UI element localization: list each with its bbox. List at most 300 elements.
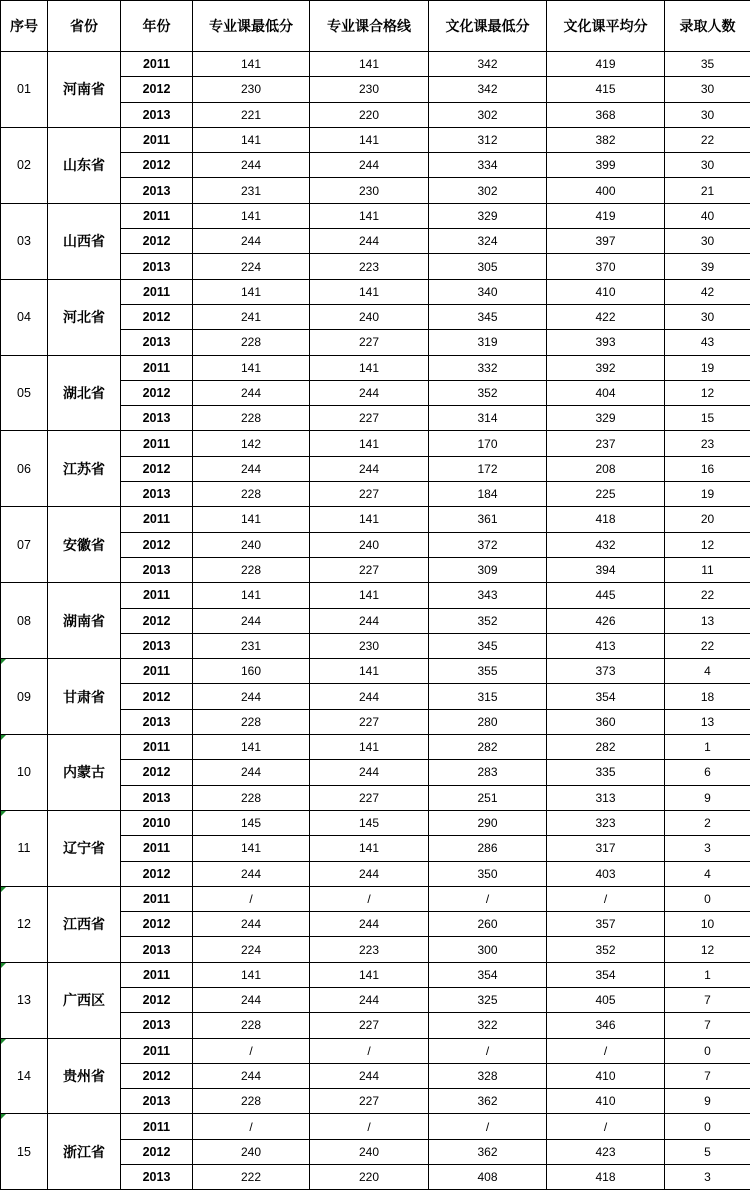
- cell-index: [1, 659, 48, 735]
- cell-year: 2012: [121, 912, 193, 937]
- cell-culture-min-score: 300: [429, 937, 547, 962]
- cell-major-min-score: 231: [193, 633, 310, 658]
- cell-major-min-score: 160: [193, 659, 310, 684]
- cell-culture-min-score: 260: [429, 912, 547, 937]
- cell-year: 2013: [121, 102, 193, 127]
- cell-year: 2012: [121, 153, 193, 178]
- cell-index: [1, 1038, 48, 1114]
- cell-major-pass-line: /: [310, 1114, 429, 1139]
- cell-admitted-count: 10: [665, 912, 750, 937]
- cell-culture-min-score: 314: [429, 406, 547, 431]
- cell-culture-min-score: 322: [429, 1013, 547, 1038]
- table-row: [1, 1114, 750, 1139]
- cell-major-min-score: 244: [193, 684, 310, 709]
- cell-culture-avg-score: 208: [547, 456, 665, 481]
- cell-admitted-count: 20: [665, 507, 750, 532]
- cell-culture-min-score: 324: [429, 229, 547, 254]
- cell-year: 2011: [121, 735, 193, 760]
- cell-year: 2011: [121, 203, 193, 228]
- table-row: [1, 659, 750, 684]
- cell-major-pass-line: 141: [310, 583, 429, 608]
- index-label: 08: [17, 613, 31, 628]
- cell-major-pass-line: 227: [310, 709, 429, 734]
- cell-culture-min-score: 325: [429, 987, 547, 1012]
- cell-year: 2013: [121, 254, 193, 279]
- cell-culture-avg-score: 418: [547, 1165, 665, 1190]
- cell-major-pass-line: 141: [310, 431, 429, 456]
- cell-admitted-count: 30: [665, 102, 750, 127]
- cell-admitted-count: 0: [665, 1114, 750, 1139]
- cell-year: 2013: [121, 1165, 193, 1190]
- cell-year: 2012: [121, 229, 193, 254]
- cell-major-min-score: 244: [193, 987, 310, 1012]
- header-province: 省份: [48, 1, 121, 52]
- cell-major-min-score: 141: [193, 52, 310, 77]
- table-body: [1, 52, 750, 1190]
- cell-major-min-score: 240: [193, 532, 310, 557]
- cell-year: 2011: [121, 279, 193, 304]
- index-label: 06: [17, 461, 31, 476]
- cell-year: 2012: [121, 304, 193, 329]
- cell-major-min-score: 141: [193, 836, 310, 861]
- cell-admitted-count: 2: [665, 810, 750, 835]
- index-label: 07: [17, 537, 31, 552]
- cell-culture-avg-score: 403: [547, 861, 665, 886]
- cell-admitted-count: 4: [665, 659, 750, 684]
- cell-province: 安徽省: [48, 507, 121, 583]
- cell-major-pass-line: 227: [310, 1013, 429, 1038]
- cell-major-pass-line: 141: [310, 355, 429, 380]
- cell-province: 山西省: [48, 203, 121, 279]
- cell-year: 2011: [121, 127, 193, 152]
- cell-major-pass-line: 227: [310, 785, 429, 810]
- cell-culture-min-score: /: [429, 886, 547, 911]
- cell-year: 2011: [121, 886, 193, 911]
- cell-province: 河北省: [48, 279, 121, 355]
- cell-culture-min-score: 309: [429, 557, 547, 582]
- cell-admitted-count: 22: [665, 127, 750, 152]
- cell-major-pass-line: 141: [310, 962, 429, 987]
- cell-admitted-count: 42: [665, 279, 750, 304]
- cell-admitted-count: 40: [665, 203, 750, 228]
- cell-culture-min-score: 334: [429, 153, 547, 178]
- cell-admitted-count: 12: [665, 380, 750, 405]
- cell-culture-min-score: 342: [429, 77, 547, 102]
- cell-admitted-count: 7: [665, 1013, 750, 1038]
- header-culture-avg-score: 文化课平均分: [547, 1, 665, 52]
- cell-culture-min-score: 350: [429, 861, 547, 886]
- cell-culture-avg-score: 423: [547, 1139, 665, 1164]
- index-label: 09: [17, 689, 31, 704]
- table-row: [1, 810, 750, 835]
- cell-year: 2011: [121, 962, 193, 987]
- cell-major-min-score: 244: [193, 229, 310, 254]
- header-year: 年份: [121, 1, 193, 52]
- cell-year: 2013: [121, 633, 193, 658]
- cell-admitted-count: 1: [665, 735, 750, 760]
- cell-year: 2012: [121, 380, 193, 405]
- cell-major-pass-line: /: [310, 886, 429, 911]
- cell-year: 2011: [121, 583, 193, 608]
- cell-culture-avg-score: 317: [547, 836, 665, 861]
- cell-major-pass-line: 240: [310, 532, 429, 557]
- cell-major-min-score: 228: [193, 482, 310, 507]
- cell-culture-avg-score: 352: [547, 937, 665, 962]
- cell-culture-min-score: 352: [429, 380, 547, 405]
- cell-admitted-count: 12: [665, 937, 750, 962]
- cell-major-pass-line: 244: [310, 912, 429, 937]
- cell-admitted-count: 3: [665, 836, 750, 861]
- header-culture-min-score: 文化课最低分: [429, 1, 547, 52]
- cell-culture-min-score: 328: [429, 1063, 547, 1088]
- cell-culture-min-score: 361: [429, 507, 547, 532]
- cell-major-pass-line: 240: [310, 1139, 429, 1164]
- cell-culture-min-score: 172: [429, 456, 547, 481]
- cell-culture-avg-score: 445: [547, 583, 665, 608]
- index-label: 01: [17, 82, 31, 97]
- cell-culture-min-score: 312: [429, 127, 547, 152]
- cell-major-min-score: 228: [193, 1013, 310, 1038]
- cell-culture-avg-score: 405: [547, 987, 665, 1012]
- cell-index: [1, 203, 48, 279]
- cell-culture-avg-score: 419: [547, 203, 665, 228]
- cell-year: 2012: [121, 77, 193, 102]
- cell-culture-min-score: 283: [429, 760, 547, 785]
- cell-culture-min-score: 302: [429, 178, 547, 203]
- cell-culture-min-score: 345: [429, 304, 547, 329]
- index-label: 14: [17, 1069, 31, 1084]
- cell-major-min-score: 145: [193, 810, 310, 835]
- cell-culture-min-score: 319: [429, 330, 547, 355]
- index-label: 10: [17, 765, 31, 780]
- cell-province: 浙江省: [48, 1114, 121, 1190]
- cell-admitted-count: 11: [665, 557, 750, 582]
- cell-major-pass-line: 230: [310, 77, 429, 102]
- cell-admitted-count: 3: [665, 1165, 750, 1190]
- cell-culture-min-score: 282: [429, 735, 547, 760]
- header-admitted-count: 录取人数: [665, 1, 750, 52]
- cell-year: 2012: [121, 608, 193, 633]
- cell-admitted-count: 7: [665, 987, 750, 1012]
- cell-year: 2012: [121, 1063, 193, 1088]
- cell-index: [1, 962, 48, 1038]
- cell-culture-min-score: /: [429, 1038, 547, 1063]
- cell-culture-min-score: 343: [429, 583, 547, 608]
- header-row: [1, 1, 750, 52]
- cell-year: 2011: [121, 52, 193, 77]
- cell-admitted-count: 30: [665, 153, 750, 178]
- cell-culture-min-score: 286: [429, 836, 547, 861]
- cell-culture-min-score: 345: [429, 633, 547, 658]
- cell-major-pass-line: 141: [310, 659, 429, 684]
- cell-major-min-score: 231: [193, 178, 310, 203]
- header-major-pass-line: 专业课合格线: [310, 1, 429, 52]
- comment-marker-icon: [1, 963, 6, 968]
- cell-culture-min-score: 329: [429, 203, 547, 228]
- table-row: [1, 886, 750, 911]
- cell-culture-avg-score: 354: [547, 962, 665, 987]
- cell-admitted-count: 13: [665, 608, 750, 633]
- cell-admitted-count: 43: [665, 330, 750, 355]
- table-header: [1, 1, 750, 52]
- cell-admitted-count: 7: [665, 1063, 750, 1088]
- cell-year: 2013: [121, 785, 193, 810]
- cell-major-pass-line: 141: [310, 203, 429, 228]
- cell-admitted-count: 22: [665, 633, 750, 658]
- cell-admitted-count: 9: [665, 785, 750, 810]
- cell-year: 2013: [121, 330, 193, 355]
- cell-index: [1, 735, 48, 811]
- cell-major-min-score: 141: [193, 355, 310, 380]
- cell-admitted-count: 19: [665, 355, 750, 380]
- cell-major-pass-line: 244: [310, 760, 429, 785]
- cell-major-min-score: /: [193, 886, 310, 911]
- cell-major-min-score: 141: [193, 507, 310, 532]
- cell-culture-avg-score: /: [547, 1038, 665, 1063]
- table-row: [1, 735, 750, 760]
- cell-culture-avg-score: 397: [547, 229, 665, 254]
- cell-culture-avg-score: 410: [547, 279, 665, 304]
- cell-major-pass-line: 223: [310, 254, 429, 279]
- cell-year: 2013: [121, 1013, 193, 1038]
- table-row: [1, 583, 750, 608]
- cell-major-pass-line: 220: [310, 1165, 429, 1190]
- cell-culture-min-score: 342: [429, 52, 547, 77]
- cell-year: 2011: [121, 1038, 193, 1063]
- cell-index: [1, 52, 48, 128]
- cell-culture-avg-score: 394: [547, 557, 665, 582]
- cell-culture-avg-score: 373: [547, 659, 665, 684]
- index-label: 05: [17, 386, 31, 400]
- table-row: [1, 52, 750, 77]
- cell-culture-avg-score: 323: [547, 810, 665, 835]
- cell-culture-avg-score: 410: [547, 1063, 665, 1088]
- cell-admitted-count: 23: [665, 431, 750, 456]
- cell-admitted-count: 0: [665, 886, 750, 911]
- cell-major-min-score: 228: [193, 557, 310, 582]
- cell-culture-avg-score: 313: [547, 785, 665, 810]
- cell-culture-min-score: 170: [429, 431, 547, 456]
- cell-major-pass-line: 230: [310, 633, 429, 658]
- header-index: 序号: [1, 1, 48, 52]
- cell-culture-avg-score: 399: [547, 153, 665, 178]
- cell-year: 2013: [121, 937, 193, 962]
- cell-major-min-score: 244: [193, 912, 310, 937]
- cell-major-pass-line: 227: [310, 482, 429, 507]
- cell-major-pass-line: 227: [310, 1089, 429, 1114]
- cell-major-min-score: 141: [193, 735, 310, 760]
- cell-admitted-count: 5: [665, 1139, 750, 1164]
- cell-culture-min-score: 290: [429, 810, 547, 835]
- cell-culture-min-score: 305: [429, 254, 547, 279]
- cell-culture-avg-score: 329: [547, 406, 665, 431]
- cell-admitted-count: 9: [665, 1089, 750, 1114]
- cell-major-pass-line: 141: [310, 836, 429, 861]
- cell-index: [1, 583, 48, 659]
- cell-major-min-score: 224: [193, 937, 310, 962]
- cell-province: 广西区: [48, 962, 121, 1038]
- cell-culture-avg-score: 237: [547, 431, 665, 456]
- cell-major-pass-line: 145: [310, 810, 429, 835]
- cell-admitted-count: 1: [665, 962, 750, 987]
- cell-culture-avg-score: 418: [547, 507, 665, 532]
- cell-major-min-score: 141: [193, 962, 310, 987]
- cell-culture-avg-score: 357: [547, 912, 665, 937]
- cell-admitted-count: 30: [665, 229, 750, 254]
- cell-admitted-count: 30: [665, 304, 750, 329]
- cell-culture-min-score: 251: [429, 785, 547, 810]
- table-row: [1, 203, 750, 228]
- cell-year: 2013: [121, 557, 193, 582]
- cell-culture-avg-score: 335: [547, 760, 665, 785]
- cell-major-pass-line: 244: [310, 684, 429, 709]
- cell-culture-avg-score: /: [547, 1114, 665, 1139]
- cell-year: 2013: [121, 1089, 193, 1114]
- cell-culture-min-score: 302: [429, 102, 547, 127]
- cell-major-min-score: 141: [193, 583, 310, 608]
- index-label: 12: [17, 917, 31, 932]
- cell-province: 江苏省: [48, 431, 121, 507]
- cell-major-pass-line: 244: [310, 229, 429, 254]
- cell-province: 山东省: [48, 127, 121, 203]
- cell-major-min-score: 142: [193, 431, 310, 456]
- cell-major-min-score: 221: [193, 102, 310, 127]
- cell-culture-avg-score: 432: [547, 532, 665, 557]
- comment-marker-icon: [1, 735, 6, 740]
- index-label: 03: [17, 234, 31, 249]
- cell-major-min-score: 244: [193, 608, 310, 633]
- cell-province: 湖北省: [48, 355, 121, 431]
- cell-province: 甘肃省: [48, 659, 121, 735]
- cell-culture-min-score: 372: [429, 532, 547, 557]
- cell-index: [1, 507, 48, 583]
- cell-admitted-count: 6: [665, 760, 750, 785]
- cell-culture-avg-score: 346: [547, 1013, 665, 1038]
- cell-major-pass-line: 227: [310, 557, 429, 582]
- cell-year: 2010: [121, 810, 193, 835]
- cell-culture-avg-score: 415: [547, 77, 665, 102]
- cell-culture-avg-score: 413: [547, 633, 665, 658]
- cell-major-min-score: 228: [193, 406, 310, 431]
- cell-culture-avg-score: 360: [547, 709, 665, 734]
- cell-index: [1, 431, 48, 507]
- index-label: 04: [17, 310, 31, 325]
- cell-major-pass-line: 227: [310, 330, 429, 355]
- cell-index: [1, 127, 48, 203]
- cell-year: 2011: [121, 659, 193, 684]
- cell-culture-avg-score: /: [547, 886, 665, 911]
- table-row: [1, 962, 750, 987]
- cell-index: [1, 355, 48, 431]
- cell-major-pass-line: 230: [310, 178, 429, 203]
- cell-admitted-count: 4: [665, 861, 750, 886]
- cell-year: 2011: [121, 431, 193, 456]
- cell-province: 贵州省: [48, 1038, 121, 1114]
- cell-major-pass-line: 244: [310, 1063, 429, 1088]
- cell-major-pass-line: 244: [310, 861, 429, 886]
- cell-index: [1, 279, 48, 355]
- cell-admitted-count: 13: [665, 709, 750, 734]
- cell-admitted-count: 16: [665, 456, 750, 481]
- table-row: [1, 355, 750, 380]
- comment-marker-icon: [1, 1039, 6, 1044]
- cell-admitted-count: 15: [665, 406, 750, 431]
- table-row: [1, 507, 750, 532]
- cell-admitted-count: 30: [665, 77, 750, 102]
- table-row: [1, 127, 750, 152]
- cell-admitted-count: 12: [665, 532, 750, 557]
- cell-culture-min-score: 340: [429, 279, 547, 304]
- cell-culture-avg-score: 393: [547, 330, 665, 355]
- cell-culture-min-score: /: [429, 1114, 547, 1139]
- cell-culture-avg-score: 410: [547, 1089, 665, 1114]
- cell-year: 2012: [121, 456, 193, 481]
- cell-major-pass-line: /: [310, 1038, 429, 1063]
- cell-index: [1, 810, 48, 886]
- table-row: [1, 279, 750, 304]
- cell-major-pass-line: 141: [310, 127, 429, 152]
- cell-major-pass-line: 244: [310, 456, 429, 481]
- cell-major-min-score: 141: [193, 127, 310, 152]
- cell-admitted-count: 39: [665, 254, 750, 279]
- cell-culture-avg-score: 382: [547, 127, 665, 152]
- cell-major-pass-line: 141: [310, 735, 429, 760]
- cell-admitted-count: 19: [665, 482, 750, 507]
- cell-culture-min-score: 332: [429, 355, 547, 380]
- table-row: [1, 1038, 750, 1063]
- cell-admitted-count: 35: [665, 52, 750, 77]
- cell-major-min-score: 230: [193, 77, 310, 102]
- cell-major-min-score: 244: [193, 153, 310, 178]
- cell-year: 2011: [121, 1114, 193, 1139]
- cell-culture-min-score: 184: [429, 482, 547, 507]
- cell-year: 2011: [121, 836, 193, 861]
- cell-culture-avg-score: 368: [547, 102, 665, 127]
- cell-major-min-score: /: [193, 1114, 310, 1139]
- cell-province: 江西省: [48, 886, 121, 962]
- cell-index: [1, 886, 48, 962]
- cell-major-pass-line: 240: [310, 304, 429, 329]
- comment-marker-icon: [1, 1114, 6, 1119]
- cell-major-min-score: 228: [193, 785, 310, 810]
- cell-province: 辽宁省: [48, 810, 121, 886]
- cell-culture-min-score: 315: [429, 684, 547, 709]
- cell-culture-min-score: 362: [429, 1139, 547, 1164]
- cell-culture-min-score: 280: [429, 709, 547, 734]
- cell-major-pass-line: 244: [310, 608, 429, 633]
- cell-culture-avg-score: 354: [547, 684, 665, 709]
- cell-admitted-count: 22: [665, 583, 750, 608]
- cell-culture-avg-score: 422: [547, 304, 665, 329]
- cell-culture-avg-score: 225: [547, 482, 665, 507]
- cell-major-pass-line: 223: [310, 937, 429, 962]
- cell-year: 2012: [121, 861, 193, 886]
- cell-major-pass-line: 141: [310, 52, 429, 77]
- cell-admitted-count: 18: [665, 684, 750, 709]
- cell-province: 湖南省: [48, 583, 121, 659]
- comment-marker-icon: [1, 887, 6, 892]
- cell-major-min-score: 240: [193, 1139, 310, 1164]
- cell-major-min-score: 244: [193, 380, 310, 405]
- cell-culture-avg-score: 400: [547, 178, 665, 203]
- cell-year: 2013: [121, 406, 193, 431]
- cell-index: [1, 1114, 48, 1190]
- cell-culture-avg-score: 419: [547, 52, 665, 77]
- cell-year: 2013: [121, 178, 193, 203]
- cell-culture-min-score: 362: [429, 1089, 547, 1114]
- cell-culture-min-score: 354: [429, 962, 547, 987]
- cell-major-min-score: 244: [193, 760, 310, 785]
